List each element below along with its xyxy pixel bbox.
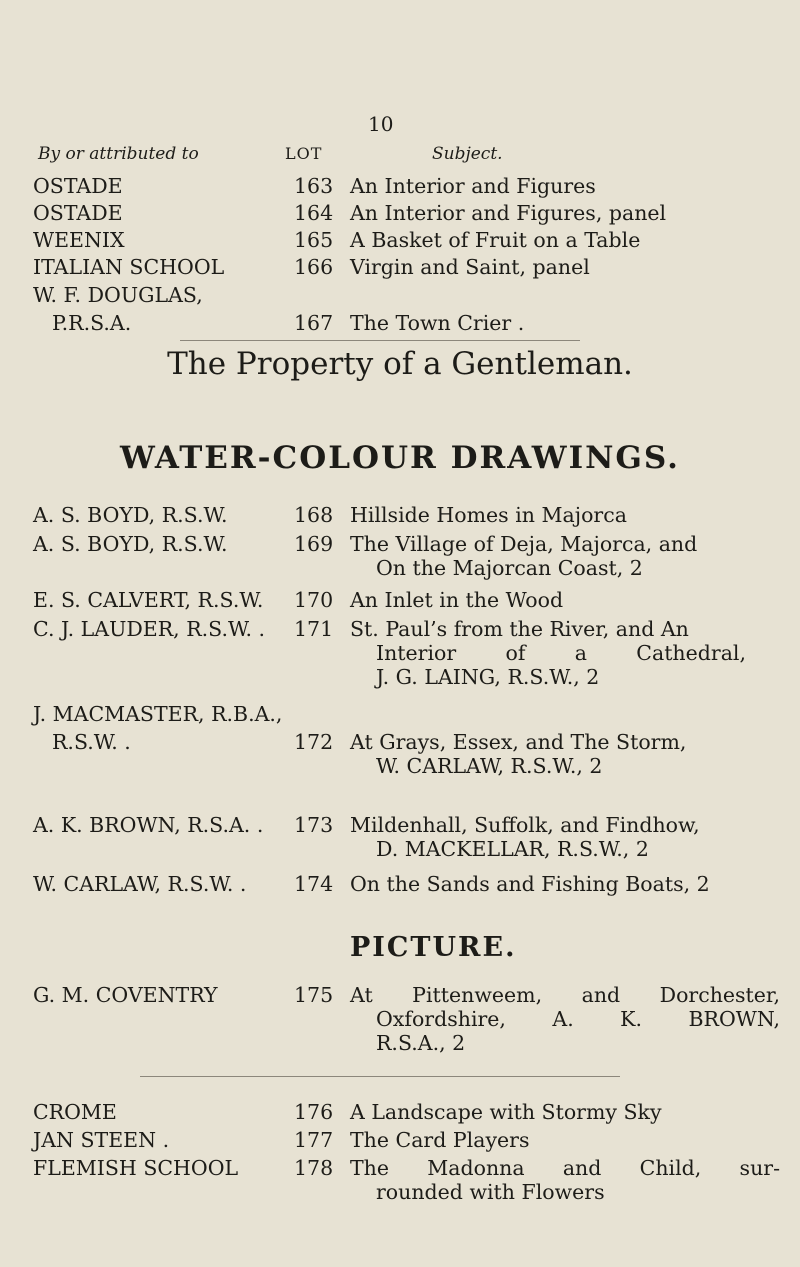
divider xyxy=(180,340,580,341)
artist-name: W. F. DOUGLAS, xyxy=(33,283,203,307)
subject-line: Mildenhall, Suffolk, and Findhow, xyxy=(350,813,700,837)
subject-text: The Card Players xyxy=(350,1128,530,1152)
artist-name: E. S. CALVERT, R.S.W. xyxy=(33,588,264,612)
subject-text: On the Sands and Fishing Boats, 2 xyxy=(350,872,710,896)
artist-name: G. M. COVENTRY xyxy=(33,983,218,1007)
subject-text xyxy=(350,730,780,778)
lot-number: 173 xyxy=(294,813,334,837)
artist-name: W. CARLAW, R.S.W. . xyxy=(33,872,247,896)
subject-line-continued: W. CARLAW, R.S.W., 2 xyxy=(376,754,603,778)
artist-name-continued: R.S.W. . xyxy=(52,730,131,754)
subject-text xyxy=(350,983,780,1055)
artist-name: A. S. BOYD, R.S.W. xyxy=(33,532,228,556)
artist-name: ITALIAN SCHOOL xyxy=(33,255,225,279)
lot-number: 177 xyxy=(294,1128,334,1152)
subject-line: At Grays, Essex, and The Storm, xyxy=(350,730,687,754)
artist-name: A. K. BROWN, R.S.A. . xyxy=(33,813,264,837)
lot-number: 178 xyxy=(294,1156,334,1180)
artist-name: CROME xyxy=(33,1100,117,1124)
artist-name: FLEMISH SCHOOL xyxy=(33,1156,239,1180)
subject-text: An Interior and Figures xyxy=(350,174,596,198)
lot-number: 171 xyxy=(294,617,334,641)
lot-number: 167 xyxy=(294,311,334,335)
subject-text: A Basket of Fruit on a Table xyxy=(350,228,641,252)
subject-text: An Inlet in the Wood xyxy=(350,588,564,612)
picture-heading: PICTURE. xyxy=(350,932,517,963)
subject-line-continued: D. MACKELLAR, R.S.W., 2 xyxy=(376,837,649,861)
divider xyxy=(140,1076,620,1077)
subject-line-continued: J. G. LAING, R.S.W., 2 xyxy=(376,665,600,689)
lot-number: 172 xyxy=(294,730,334,754)
column-header-lot: LOT xyxy=(285,144,323,163)
lot-number: 175 xyxy=(294,983,334,1007)
subject-text xyxy=(350,1156,780,1204)
lot-number: 170 xyxy=(294,588,334,612)
watercolour-heading: WATER-COLOUR DRAWINGS. xyxy=(120,440,680,476)
column-header-attributed: By or attributed to xyxy=(38,144,199,164)
lot-number: 165 xyxy=(294,228,334,252)
subject-line: At Pittenweem, and Dorchester, xyxy=(350,983,780,1007)
subject-line-continued: Interior of a Cathedral, xyxy=(376,641,746,665)
lot-number: 169 xyxy=(294,532,334,556)
artist-name: J. MACMASTER, R.B.A., xyxy=(33,702,283,726)
page-number: 10 xyxy=(368,112,394,136)
lot-number: 164 xyxy=(294,201,334,225)
subject-text: Virgin and Saint, panel xyxy=(350,255,590,279)
artist-name-continued: P.R.S.A. xyxy=(52,311,132,335)
subject-text: The Town Crier . xyxy=(350,311,525,335)
subject-text xyxy=(350,813,780,861)
subject-line: St. Paul’s from the River, and An xyxy=(350,617,689,641)
subject-line-continued: On the Majorcan Coast, 2 xyxy=(376,556,643,580)
subject-line-continued: Oxfordshire, A. K. BROWN, xyxy=(376,1007,780,1031)
lot-number: 176 xyxy=(294,1100,334,1124)
lot-number: 166 xyxy=(294,255,334,279)
lot-number: 174 xyxy=(294,872,334,896)
subject-text: An Interior and Figures, panel xyxy=(350,201,667,225)
lot-number: 163 xyxy=(294,174,334,198)
subject-line-continued: rounded with Flowers xyxy=(376,1180,605,1204)
artist-name: JAN STEEN . xyxy=(33,1128,170,1152)
lot-number: 168 xyxy=(294,503,334,527)
artist-name: A. S. BOYD, R.S.W. xyxy=(33,503,228,527)
artist-name: WEENIX xyxy=(33,228,125,252)
artist-name: OSTADE xyxy=(33,201,123,225)
artist-name: C. J. LAUDER, R.S.W. . xyxy=(33,617,266,641)
subject-text: A Landscape with Stormy Sky xyxy=(350,1100,662,1124)
subject-text: Hillside Homes in Majorca xyxy=(350,503,627,527)
subject-text xyxy=(350,532,780,580)
subject-line-continued: R.S.A., 2 xyxy=(376,1031,466,1055)
artist-name: OSTADE xyxy=(33,174,123,198)
column-header-subject: Subject. xyxy=(432,144,503,164)
subject-line: The Madonna and Child, sur- xyxy=(350,1156,780,1180)
subject-text xyxy=(350,617,780,689)
subject-line: The Village of Deja, Majorca, and xyxy=(350,532,698,556)
property-heading: The Property of a Gentleman. xyxy=(167,346,633,382)
